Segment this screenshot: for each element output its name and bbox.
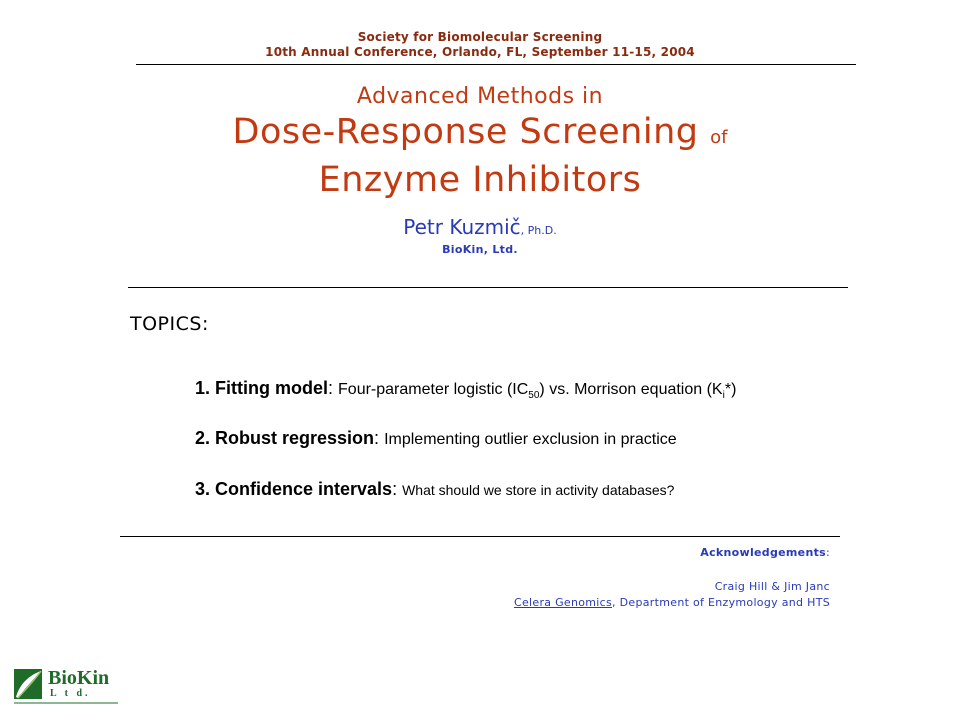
- logo-ltd: L t d.: [50, 688, 91, 699]
- logo-wordmark: BioKin: [48, 667, 110, 689]
- author-name: Petr Kuzmič: [403, 215, 521, 239]
- acknowledgements-title: Acknowledgements:: [700, 546, 830, 559]
- topics-divider: [120, 536, 840, 537]
- biokin-logo: [12, 665, 122, 705]
- topic-item-2: 2. Robust regression: Implementing outlier exclusion in practice: [195, 428, 677, 448]
- author-suffix: , Ph.D.: [520, 224, 557, 237]
- acknowledgements-people: Craig Hill & Jim Janc: [714, 580, 830, 593]
- conference-name: Society for Biomolecular Screening: [357, 30, 603, 44]
- topic-1-sub-ki: i: [722, 390, 725, 402]
- topic-item-1: 1. Fitting model: Four-parameter logistic $(IC_{50})$ vs. Morrison equation $(K_i*)$: [195, 378, 737, 402]
- topic-1-desc-c: *): [724, 381, 737, 398]
- title-line-1: Advanced Methods in: [356, 84, 604, 109]
- title-line-2: [0, 112, 960, 152]
- topic-1-desc-b: ) vs. Morrison equation (K: [539, 381, 723, 398]
- topic-1-head: 1. Fitting model: [195, 378, 328, 398]
- acknowledgements-affiliation: [514, 595, 830, 610]
- author-line: [0, 215, 960, 239]
- topic-1-desc: [338, 381, 737, 402]
- author-organization: BioKin, Ltd.: [442, 243, 518, 256]
- topics-heading: TOPICS:: [130, 313, 209, 335]
- conference-details: 10th Annual Conference, Orlando, FL, September 11-15, 2004: [265, 45, 695, 59]
- topic-3-desc: What should we store in activity databases?: [402, 482, 675, 498]
- title-line-2-main: Dose-Response Screening: [232, 112, 699, 152]
- title-divider: [128, 287, 848, 288]
- celera-genomics-link[interactable]: Celera Genomics: [513, 596, 613, 609]
- topic-2-head: 2. Robust regression: [195, 428, 375, 448]
- topic-1-desc-a: Four-parameter logistic (IC: [338, 381, 529, 398]
- acknowledgements-title-text: Acknowledgements: [700, 546, 826, 559]
- topic-2-desc: Implementing outlier exclusion in practice: [384, 431, 677, 448]
- title-line-3: Enzyme Inhibitors: [318, 160, 642, 200]
- acknowledgements-dept: , Department of Enzymology and HTS: [612, 596, 830, 609]
- topic-1-sub-ic50: 50: [528, 390, 540, 402]
- topic-3-head: 3. Confidence intervals: [195, 479, 393, 499]
- topic-item-3: 3. Confidence intervals: What should we store in activity databases?: [195, 479, 675, 499]
- title-of: of: [710, 127, 728, 148]
- header-divider: [136, 64, 856, 65]
